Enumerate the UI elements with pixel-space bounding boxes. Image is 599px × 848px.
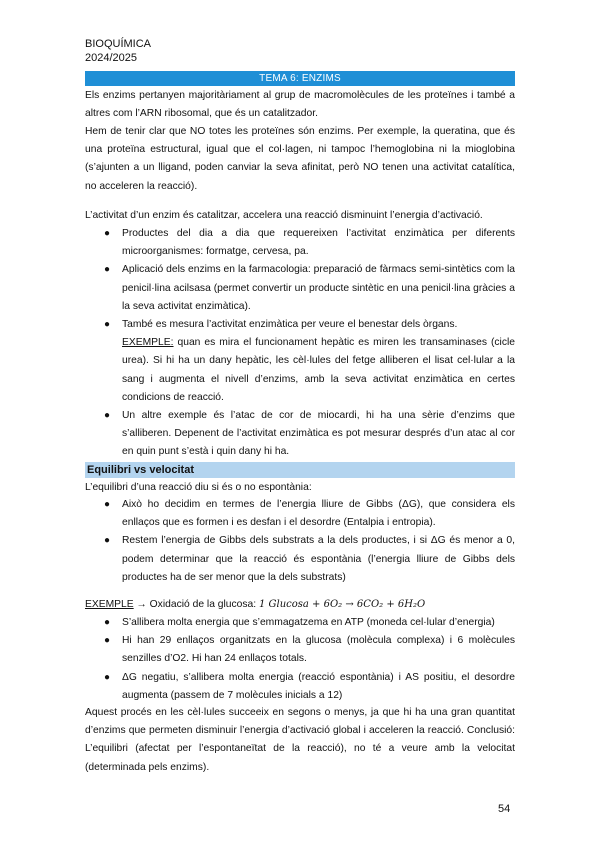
example-text: quan es mira el funcionament hepàtic es miren les transaminases (cicle urea). Si hi ha un dany hepàtic, les cèl·lules del fetge alliberen el lisat cel·lular a la sang i augmenta el nivell d’enzims, amb la seva activitat enzimàtica en certes condicions de reacció. [122, 337, 515, 403]
intro-paragraph-1: Els enzims pertanyen majoritàriament al grup de macromolècules de les proteïnes i també a altres com l’ARN ribosomal, que és un catalitzador. [85, 90, 515, 120]
list-item [85, 225, 515, 261]
activity-paragraph: L’activitat d’un enzim és catalitzar, accelera una reacció disminuint l’energia d’activació. [85, 210, 483, 221]
header-year: 2024/2025 [85, 52, 137, 64]
bullet-icon: ● [104, 410, 111, 422]
equilibrium-list [85, 496, 515, 587]
list-item [85, 632, 515, 668]
glucose-equation: 1 Glucosa + 6O₂ → 6CO₂ + 6H₂O [259, 599, 426, 610]
list-item [85, 532, 515, 587]
activity-list [85, 225, 515, 462]
closing-paragraph: Aquest procés en les cèl·lules succeeix en segons o menys, ja que hi ha una gran quantitat d’enzims que permeten disminuir l’energia d’activació global i acceleren la reacció. Conclusió: L’equilibri (afectat per l’espontaneïtat de la reacció), no té a veure amb la velocitat (determinada pels enzims). [85, 707, 515, 773]
example-label: EXEMPLE: [122, 337, 174, 349]
list-item-text: Aplicació dels enzims en la farmacologia: preparació de fàrmacs semi-sintètics com la penicil·lina acilsasa (permet convertir un producte sintètic en una penicil·lina gràcies a la seva activitat enzimàtica). [122, 264, 515, 312]
bullet-icon: ● [104, 319, 111, 331]
example-line [85, 596, 515, 614]
list-item-text: S’allibera molta energia que s’emmagatzema en ATP (moneda cel·lular d’energia) [122, 617, 495, 628]
bullet-icon: ● [104, 535, 111, 547]
header-subject: BIOQUÍMICA [85, 38, 152, 50]
bullet-icon: ● [104, 264, 111, 276]
page-number: 54 [498, 803, 511, 815]
list-item-text: Productes del dia a dia que requereixen l’activitat enzimàtica per diferents microorganismes: formatge, cervesa, pa. [122, 228, 515, 258]
bullet-icon: ● [104, 499, 111, 510]
list-item-text: ΔG negatiu, s’allibera molta energia (reacció espontània) i AS positiu, el desordre augmenta (passem de 7 molècules inicials a 12) [122, 671, 515, 701]
list-item [85, 407, 515, 462]
list-item-text: Això ho decidim en termes de l’energia lliure de Gibbs (ΔG), que considera els enllaços que es formen i es desfan i el desordre (Entalpia i entropia). [122, 499, 515, 529]
list-item-text: Un altre exemple és l’atac de cor de miocardi, hi ha una sèrie d’enzims que s’alliberen. Depenent de l’activitat enzimàtica es pot mesurar després d’un atac al cor en quin punt s’està i quin dany hi ha. [122, 410, 515, 458]
bullet-icon: ● [104, 228, 111, 239]
list-item [85, 316, 515, 407]
list-item-text: Restem l’energia de Gibbs dels substrats a la dels productes, i si ΔG és menor a 0, podem determinar que la reacció és espontània (l’energia lliure de Gibbs dels productes ha de ser menor que la dels substrats) [122, 535, 515, 583]
bullet-icon: ● [104, 617, 111, 628]
intro-paragraph-2: Hem de tenir clar que NO totes les proteïnes són enzims. Per exemple, la queratina, que és una proteïna estructural, igual que el col·lagen, ni tampoc l’hemoglobina ni la mioglobina (s’ajunten a un lligand, poden canviar la seva afinitat, però NO tenen una activitat catalítica, no acceleren la reacció). [85, 126, 515, 192]
section-title-bar: Equilibri vs velocitat [85, 462, 515, 478]
chapter-title-bar: TEMA 6: ENZIMS [85, 71, 515, 86]
list-item [85, 669, 515, 705]
list-item-text: També es mesura l’activitat enzimàtica per veure el benestar dels òrgans. [122, 319, 458, 331]
list-item [85, 261, 515, 316]
example-text: → Oxidació de la glucosa: [133, 599, 259, 610]
example-label: EXEMPLE [85, 599, 134, 610]
list-item [85, 496, 515, 532]
list-item [85, 614, 515, 632]
list-item-text: Hi han 29 enllaços organitzats en la glucosa (molècula complexa) i 6 molècules senzilles d’O2. Hi han 24 enllaços totals. [122, 635, 515, 665]
example-list [85, 614, 515, 705]
bullet-icon: ● [104, 671, 111, 683]
bullet-icon: ● [104, 635, 111, 647]
equilibrium-paragraph: L’equilibri d’una reacció diu si és o no espontània: [85, 482, 312, 493]
